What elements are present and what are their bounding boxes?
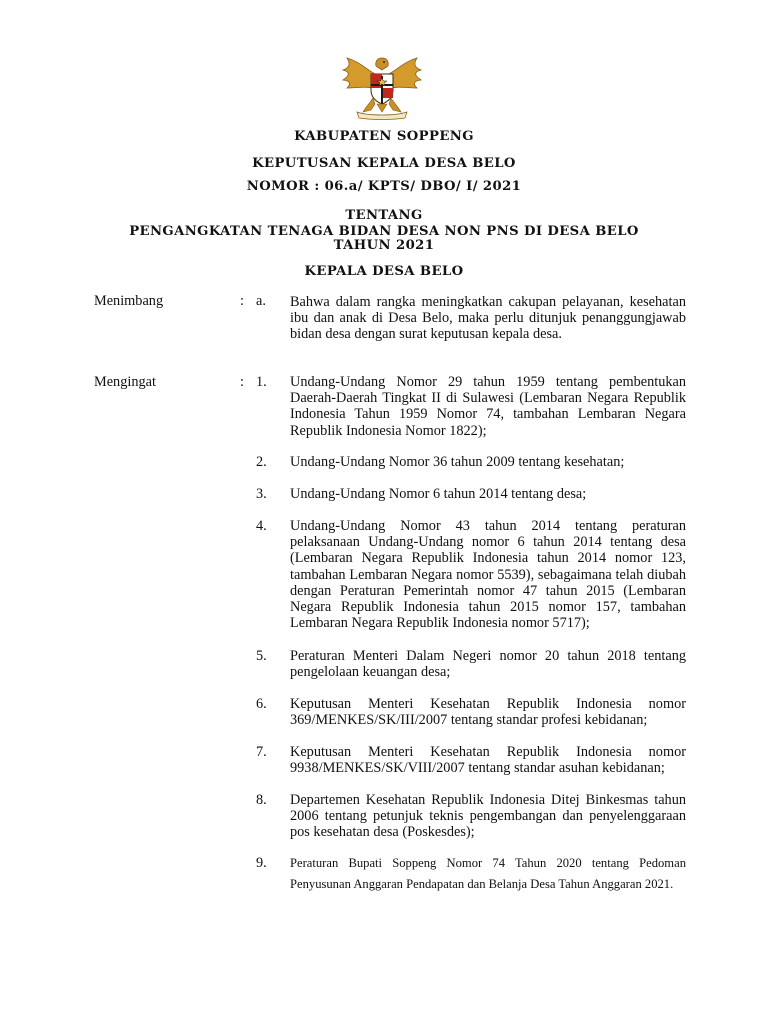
- mengingat-colon: :: [240, 374, 244, 390]
- mengingat-item-text: Peraturan Menteri Dalam Negeri nomor 20 tahun 2018 tentang pengelolaan keuangan desa;: [290, 648, 686, 681]
- mengingat-item-text: Departemen Kesehatan Republik Indonesia Ditej Binkesmas tahun 2006 tentang petunjuk teknis pengembangan dan penyelenggaraan pos kesehatan desa (Poskesdes);: [290, 792, 686, 841]
- mengingat-marker: 2.: [256, 454, 267, 470]
- regency-heading: KABUPATEN SOPPENG: [294, 129, 474, 144]
- mengingat-marker: 8.: [256, 792, 267, 808]
- mengingat-item-text: Keputusan Menteri Kesehatan Republik Indonesia nomor 9938/MENKES/SK/VIII/2007 tentang standar asuhan kebidanan;: [290, 744, 686, 777]
- mengingat-marker: 6.: [256, 696, 267, 712]
- mengingat-marker: 3.: [256, 486, 267, 502]
- mengingat-item-text: Keputusan Menteri Kesehatan Republik Indonesia nomor 369/MENKES/SK/III/2007 tentang standar profesi kebidanan;: [290, 696, 686, 729]
- mengingat-label: Mengingat: [94, 374, 156, 390]
- menimbang-label: Menimbang: [94, 293, 164, 309]
- mengingat-marker: 4.: [256, 518, 267, 534]
- mengingat-item-text: Undang-Undang Nomor 43 tahun 2014 tentang peraturan pelaksanaan Undang-Undang nomor 6 tahun 2014 tentang desa (Lembaran Negara Republik Indonesia tahun 2014 nomor 123, tambahan Lembaran Negara nomor 5539), sebagaimana telah diubah dengan Peraturan Pemerintah nomor 47 tahun 2015 (Lembaran Negara Republik Indonesia tahun 2015 nomor 157, tambahan Lembaran Negara Republik Indonesia nomor 5717);: [290, 518, 686, 632]
- mengingat-marker: 5.: [256, 648, 267, 664]
- mengingat-marker: 7.: [256, 744, 267, 760]
- mengingat-marker: 1.: [256, 374, 267, 390]
- mengingat-item-text: Undang-Undang Nomor 29 tahun 1959 tentang pembentukan Daerah-Daerah Tingkat II di Sulawesi (Lembaran Negara Republik Indonesia Tahun 1959 Nomor 74, tambahan Lembaran Negara Republik Indonesia Nomor 1822);: [290, 374, 686, 439]
- menimbang-item-text: Bahwa dalam rangka meningkatkan cakupan pelayanan, kesehatan ibu dan anak di Desa Belo, maka perlu ditunjuk penanggungjawab bidan desa dengan surat keputusan kepala desa.: [290, 294, 686, 343]
- mengingat-item-text: Undang-Undang Nomor 36 tahun 2009 tentang kesehatan;: [290, 454, 625, 470]
- about-label: TENTANG: [345, 208, 423, 223]
- menimbang-marker: a.: [256, 293, 266, 309]
- decree-title: KEPUTUSAN KEPALA DESA BELO: [252, 156, 516, 171]
- garuda-emblem-icon: [339, 54, 425, 120]
- mengingat-item-text: Undang-Undang Nomor 6 tahun 2014 tentang desa;: [290, 486, 587, 502]
- issuer-heading: KEPALA DESA BELO: [304, 264, 464, 279]
- decree-number: NOMOR : 06.a/ KPTS/ DBO/ I/ 2021: [246, 179, 522, 194]
- subject-line-1: PENGANGKATAN TENAGA BIDAN DESA NON PNS DI DESA BELO: [129, 224, 639, 239]
- mengingat-item-text: Peraturan Bupati Soppeng Nomor 74 Tahun 2020 tentang Pedoman Penyusunan Anggaran Pendapatan dan Belanja Desa Tahun Anggaran 2021.: [290, 856, 686, 891]
- subject-line-2: TAHUN 2021: [333, 238, 435, 253]
- mengingat-marker: 9.: [256, 855, 267, 871]
- menimbang-colon: :: [240, 293, 244, 309]
